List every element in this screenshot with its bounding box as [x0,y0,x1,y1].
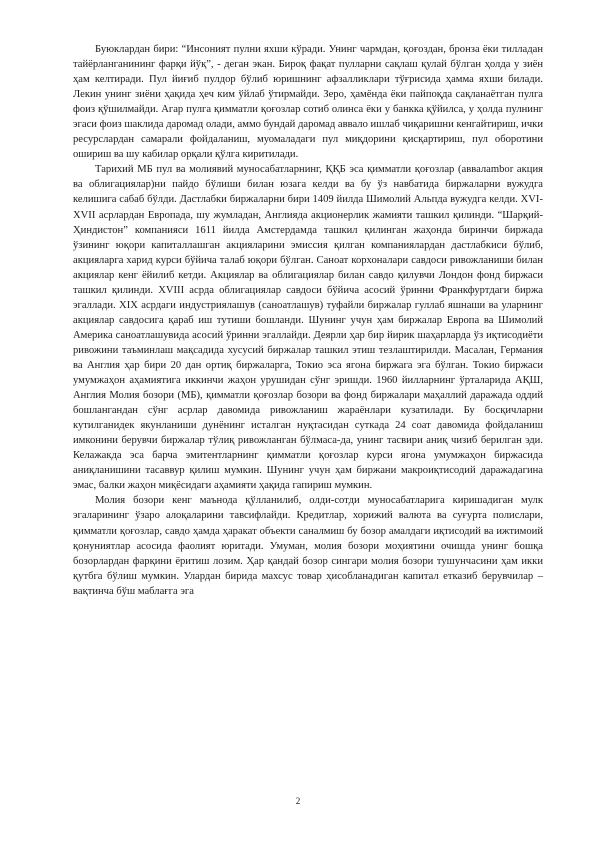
paragraph-3: Молия бозори кенг маънода қўлланилиб, олди-сотди муносабатларига киришадиган мулк эгаларининг ўзаро алоқаларини тавсифлайди. Кредитлар, хорижий валюта ва суғурта полислари, қимматли қоғозлар, савдо ҳамда ҳаракат объекти саналмиш бу бозор амалдаги иқтисодий ва ижтимоий қонуниятлар асосида фаолият юритади. Умуман, молия бозори моҳиятини очишда унинг бошқа бозорлардан фарқини ёритиш лозим. Ҳар қандай бозор сингари молия бозори тушунчасини ҳам икки қутбга бўлиш мумкин. Улардан бирида махсус товар ҳисобланадиган капитал етказиб берувчилар – вақтинча бўш маблағга эга [73,495,543,597]
body-text [73,42,543,599]
paragraph-1: Буюклардан бири: “Инсоният пулни яхши кўради. Унинг чармдан, қоғоздан, бронза ёки тилладан тайёрланганининг фарқи йўқ”, - деган экан. Бироқ фақат пулларни сақлаш қулай бўлган ҳолда у зиён ҳам келтиради. Пул йиғиб пулдор бўлиб юришнинг афзалликлари тўғрисида ҳамма яхши билади. Лекин унинг зиёни ҳақида ҳеч ким ўйлаб ўтирмайди. Зеро, ҳамёнда ёки пайпоқда сақланаётган пулга фоиз қўшилмайди. Агар пулга қимматли қоғозлар сотиб олинса ёки у банкка қўйилса, у ҳолда пулнинг эгаси фоиз шаклида даромад олади, аммо бундай даромад аввало ишлаб чиқаришни кенгайтириш, ички ресурслардан самарали фойдаланиш, муомаладаги пул миқдорини қисқартириш, пул оборотини ошириш ва шу кабилар орқали қўлга киритилади. [73,44,543,161]
paragraph-2: Тарихий МБ пул ва молиявий муносабатларнинг, ҚҚБ эса қимматли қоғозлар (аввалambor акция ва облигациялар)ни пайдо бўлиши билан юзага келди ва бу ўз навбатида биржаларни вужудга келишига сабаб бўлди. Дастлабки биржаларни бири 1409 йилда Шимолий Альпда вужудга келди. XVI-XVII асрлардан Европада, шу жумладан, Англияда акционерлик жамияти ташкил қилинди. “Шарқий-Ҳиндистон” компанияси 1611 йилда Амстердамда ташкил қилинган жаҳонда биринчи биржада ўзининг юқори капиталлашган акцияларини эмиссия қилган компаниялардан дастлабкиси бўлиб, акцияларга харид курси бўйича талаб юқори бўлган. Саноат корхоналари савдоси ривожланиши билан акциялар кенг ёйилиб кетди. Акциялар ва облигациялар билан савдо қилувчи Лондон фонд биржаси ташкил қилинди. XVIII асрда облигациялар савдоси бўйича асосий ўринни Франкфуртдаги биржа эгаллади. XIX асрдаги индустриялашув (саноатлашув) туфайли биржалар гуллаб яшнаши ва уларнинг акциялар савдосига қараб иш тутиши бошланди. Шунинг учун ҳам биржалар Европа ва Шимолий Америка саноатлашувида асосий ўринни эгаллайди. Деярли ҳар бир йирик шаҳарларда ўз иқтисодиёти ривожини таъминлаш мақсадида хусусий биржалар ташкил этиш тезлаштирилди. Масалан, Германия ва Англия ҳар бири 20 дан ортиқ биржаларга, Токио эса ягона биржага эга бўлган. Токио биржаси умумжаҳон аҳамиятига иккинчи жаҳон урушидан сўнг эришди. 1960 йилларнинг ўрталарида АҚШ, Англия Молия бозори (МБ), қимматли қоғозлар бозори ва фонд биржалари маҳаллий даражада оддий бошлангандан сўнг асрлар давомида ривожланиш жараёнлари кузатилади. Бу босқичларни кутилганидек якунланиши дунёнинг исталган нуқтасидан суткада 24 соат давомида фойдаланиш имконини берувчи биржалар тўлиқ ривожланган бўлмаса-да, унинг тасвири аниқ чизиб берилган эди. Келажакда эса барча эмитентларнинг қимматли қоғозлар курси ягона умумжаҳон биржасида аниқланишини тасаввур қилиш мумкин. Шунинг учун ҳам биржани макроиқтисодий даражадагина эмас, балки жаҳон миқёсидаги аҳамияти ҳақида гапириш мумкин. [73,164,543,492]
page-number: 2 [295,796,301,806]
